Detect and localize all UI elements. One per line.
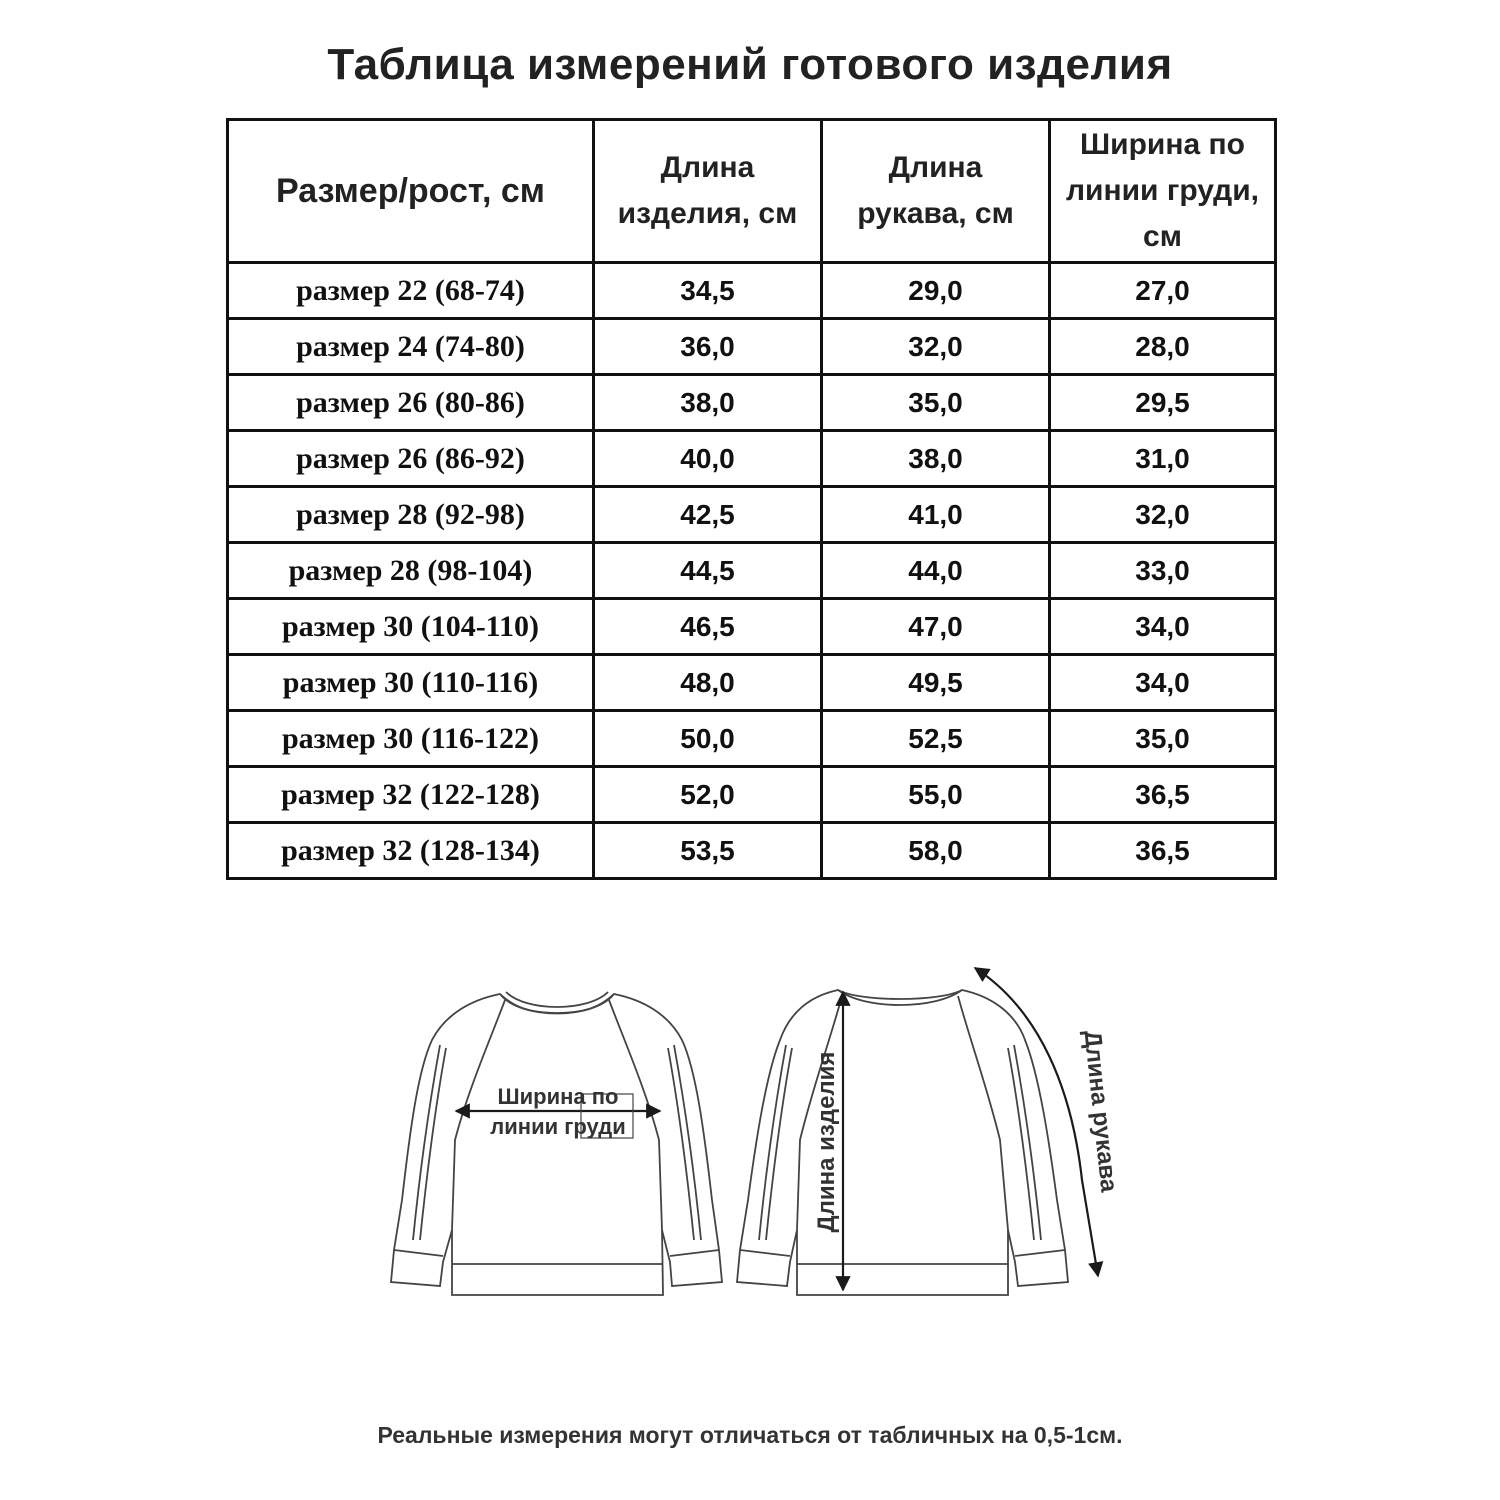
length-cell: 52,0 [594,767,822,823]
length-cell: 46,5 [594,599,822,655]
sleeve-cell: 35,0 [822,375,1050,431]
header-size: Размер/рост, см [228,120,594,263]
size-cell: размер 26 (80-86) [228,375,594,431]
table-row [228,599,1276,655]
table-row [228,655,1276,711]
chest-label-line1: Ширина по [497,1084,619,1109]
sleeve-cell: 47,0 [822,599,1050,655]
chest-cell: 29,5 [1050,375,1276,431]
chest-cell: 32,0 [1050,487,1276,543]
size-cell: размер 32 (122-128) [228,767,594,823]
size-cell: размер 32 (128-134) [228,823,594,879]
size-cell: размер 26 (86-92) [228,431,594,487]
chest-label-line2: линии груди [490,1114,626,1139]
chest-cell: 36,5 [1050,823,1276,879]
sleeve-cell: 32,0 [822,319,1050,375]
sleeve-cell: 41,0 [822,487,1050,543]
header-sleeve: Длина рукава, см [822,120,1050,263]
chest-cell: 31,0 [1050,431,1276,487]
back-sweatshirt-drawing [737,990,1068,1295]
chest-cell: 27,0 [1050,263,1276,319]
sleeve-cell: 58,0 [822,823,1050,879]
size-table [226,118,1277,880]
chest-cell: 35,0 [1050,711,1276,767]
length-cell: 40,0 [594,431,822,487]
table-row [228,375,1276,431]
length-cell: 50,0 [594,711,822,767]
table-row [228,319,1276,375]
size-cell: размер 30 (110-116) [228,655,594,711]
measurement-diagram [0,940,1500,1360]
length-label: Длина изделия [813,1051,840,1233]
chest-cell: 28,0 [1050,319,1276,375]
length-cell: 34,5 [594,263,822,319]
sleeve-cell: 29,0 [822,263,1050,319]
header-chest: Ширина по линии груди, см [1050,120,1276,263]
sleeve-cell: 49,5 [822,655,1050,711]
size-cell: размер 30 (104-110) [228,599,594,655]
length-cell: 44,5 [594,543,822,599]
length-cell: 48,0 [594,655,822,711]
table-row [228,543,1276,599]
front-sweatshirt-drawing [391,992,722,1295]
chest-cell: 34,0 [1050,655,1276,711]
size-cell: размер 28 (92-98) [228,487,594,543]
table-row [228,767,1276,823]
size-cell: размер 22 (68-74) [228,263,594,319]
length-cell: 42,5 [594,487,822,543]
page-title: Таблица измерений готового изделия [327,40,1173,89]
sleeve-label: Длина рукава [1078,1029,1123,1194]
sleeve-cell: 38,0 [822,431,1050,487]
header-length: Длина изделия, см [594,120,822,263]
table-row [228,711,1276,767]
sleeve-cell: 44,0 [822,543,1050,599]
sleeve-cell: 55,0 [822,767,1050,823]
size-cell: размер 30 (116-122) [228,711,594,767]
length-cell: 53,5 [594,823,822,879]
table-row [228,263,1276,319]
length-cell: 36,0 [594,319,822,375]
size-cell: размер 28 (98-104) [228,543,594,599]
size-cell: размер 24 (74-80) [228,319,594,375]
length-cell: 38,0 [594,375,822,431]
sleeve-arrow [975,968,1098,1276]
chest-cell: 33,0 [1050,543,1276,599]
sleeve-cell: 52,5 [822,711,1050,767]
chest-cell: 36,5 [1050,767,1276,823]
table-header-row [228,120,1276,263]
table-row [228,487,1276,543]
footnote: Реальные измерения могут отличаться от табличных на 0,5-1см. [377,1422,1123,1448]
chest-cell: 34,0 [1050,599,1276,655]
table-row [228,823,1276,879]
table-row [228,431,1276,487]
